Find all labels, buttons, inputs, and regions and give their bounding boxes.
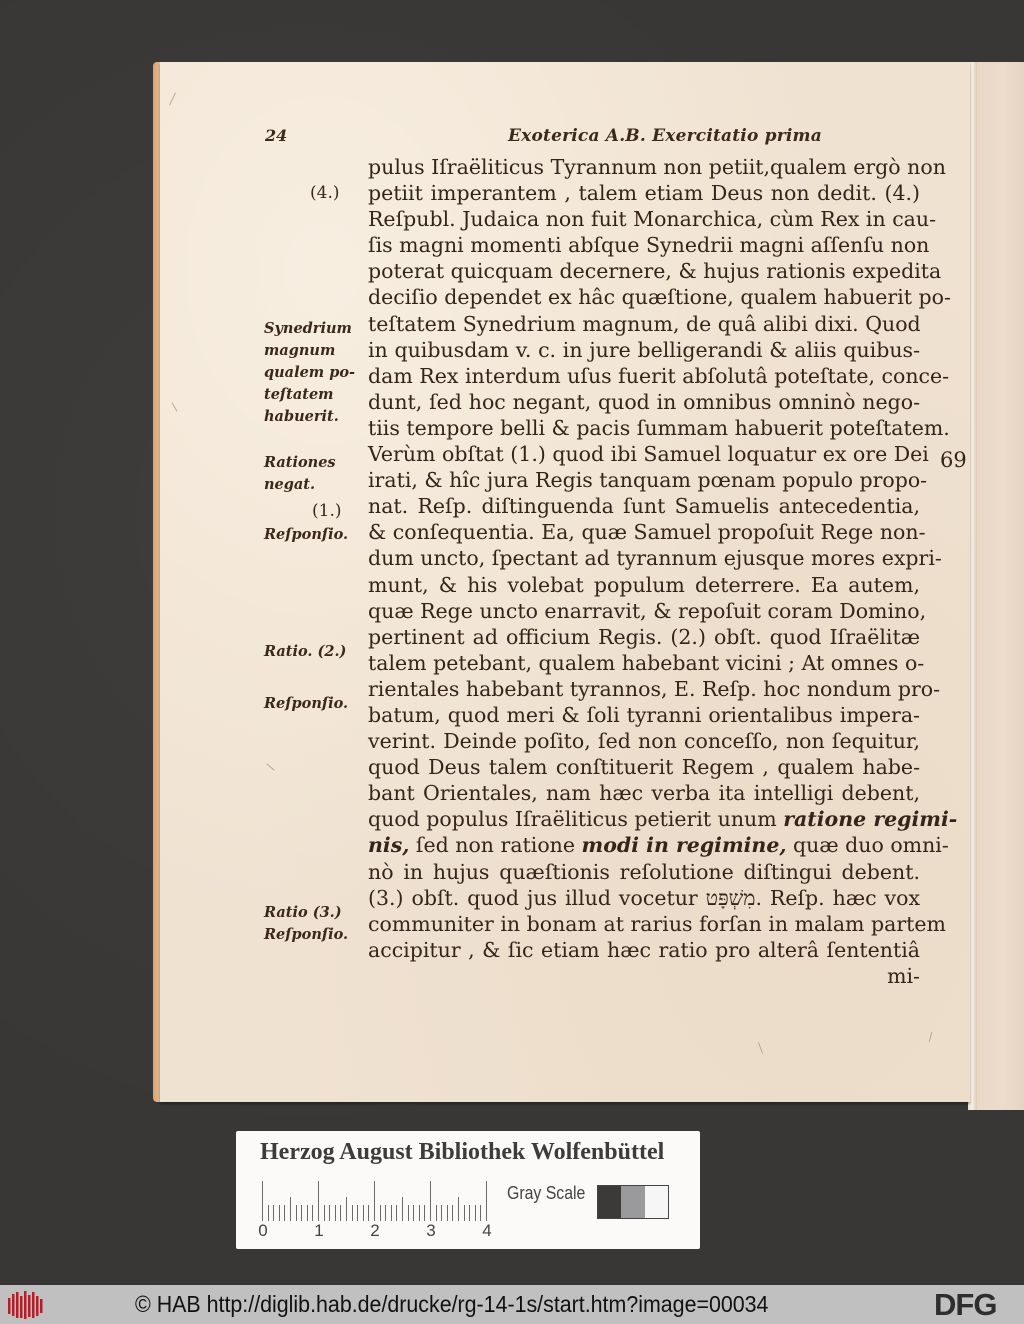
text-line: pertinent ad officium Regis. (2.) obſt. quod Iſraëlitæ [368,624,920,649]
text-line-mixed: quod populus Iſraëliticus petierit unum ratione regimi- [368,807,958,832]
gray-swatch-dark [598,1186,621,1218]
text-line: accipitur , & ſic etiam hæc ratio pro alterâ ſententiâ [368,937,920,962]
gray-scale-swatches [597,1185,669,1219]
text-line: communiter in bonam at rarius forſan in malam partem [368,911,946,936]
text-line-mixed: nis, ſed non ratione modi in regimine, quæ duo omni- [368,833,949,858]
margin-note: Ratio. (2.) [264,643,347,660]
footer-bar [0,1285,1024,1324]
text-line: irati, & hîc jura Regis tanquam pœnam populo propo- [368,468,928,493]
text-line: batum, quod meri & ſoli tyranni orientalibus impera- [368,702,920,727]
running-head [265,126,925,150]
text-line: teſtatem Synedrium magnum, de quâ alibi dixi. Quod [368,311,921,336]
text-line: nat. Reſp. diſtinguenda ſunt Samuelis antecedentia, [368,494,920,519]
italic-phrase: modi in regimine, [581,833,787,858]
text-line: nò in hujus quæſtionis reſolutione diſtingui debent. [368,859,920,884]
margin-note: negat. [264,476,316,493]
text-line: dum uncto, ſpectant ad tyrannum ejusque mores expri- [368,546,942,571]
margin-note: Reſponſio. [264,695,349,712]
margin-folio-number: 69 [940,448,967,472]
text-line: rientales habebant tyrannos, E. Reſp. hoc nondum pro- [368,676,941,701]
text-line: dunt, ſed hoc negant, quod in omnibus omninò nego- [368,389,920,414]
italic-phrase: nis, [368,833,410,858]
margin-note: teſtatem [264,386,334,403]
copyright-url[interactable]: © HAB http://diglib.hab.de/drucke/rg-14-1s/start.htm?image=00034 [135,1291,769,1317]
margin-note: Reſponſio. [264,926,349,943]
text-line: (3.) obſt. quod jus illud vocetur מִשְׁפָּט. Reſp. hæc vox [368,885,920,910]
library-color-card [236,1131,700,1249]
ruler-scale [262,1181,492,1221]
text-line: quæ Rege uncto enarravit, & repoſuit coram Domino, [368,598,927,623]
text-line: bant Orientales, nam hæc verba ita intelligi debent, [368,781,920,806]
text-line: Verùm obſtat (1.) quod ibi Samuel loquatur ex ore Dei [368,442,929,467]
text-line: quod Deus talem conſtituerit Regem , qualem habe- [368,755,920,780]
facing-page-edge [975,62,1024,1110]
gray-scale-label: Gray Scale [507,1183,586,1203]
margin-note: Reſponſio. [264,526,349,543]
text-line: & conſequentia. Ea, quæ Samuel propoſuit Rege non- [368,520,926,545]
margin-note: (4.) [310,183,340,203]
text-line: dam Rex interdum uſus fuerit abſolutâ poteſtate, conce- [368,363,950,388]
dfg-logo: DFG [934,1287,997,1322]
page-number: 24 [265,126,288,145]
italic-phrase: ratione regimi- [783,807,958,832]
text-line: poterat quicquam decernere, & hujus rationis expedita [368,259,942,284]
text-line: deciſio dependet ex hâc quæſtione, qualem habuerit po- [368,285,951,310]
running-head-title: Exoterica A.B. Exercitatio prima [508,126,822,146]
text-line: talem petebant, qualem habebant vicini ; At omnes o- [368,650,925,675]
text-line: petiit imperantem , talem etiam Deus non dedit. (4.) [368,181,920,206]
text-line: tiis tempore belli & pacis ſummam habuerit poteſtatem. [368,415,950,440]
hab-logo-icon [6,1290,46,1320]
margin-note: magnum [264,342,336,359]
text-line: Reſpubl. Judaica non fuit Monarchica, cùm Rex in cau- [368,207,937,232]
margin-note: Rationes [264,454,336,471]
margin-note: habuerit. [264,408,339,425]
gray-swatch-mid [621,1186,644,1218]
margin-note: Ratio (3.) [264,904,342,921]
ruler-labels: 0 1 2 3 4 [258,1221,492,1240]
library-name: Herzog August Bibliothek Wolfenbüttel [260,1139,665,1165]
margin-note: (1.) [312,501,342,521]
text-line: ſis magni momenti abſque Synedrii magni aſſenſu non [368,233,930,258]
catchword: mi- [887,963,920,988]
text-line: in quibusdam v. c. in jure belligerandi & aliis quibus- [368,337,920,362]
gray-swatch-light [645,1186,668,1218]
margin-note: qualem po- [264,364,356,381]
margin-note: Synedrium [264,320,352,337]
text-line: munt, & his volebat populum deterrere. Ea autem, [368,572,920,597]
text-line: pulus Iſraëliticus Tyrannum non petiit,qualem ergò non [368,155,946,179]
text-line: verint. Deinde poſito, ſed non conceſſo, non ſequitur, [368,729,920,754]
